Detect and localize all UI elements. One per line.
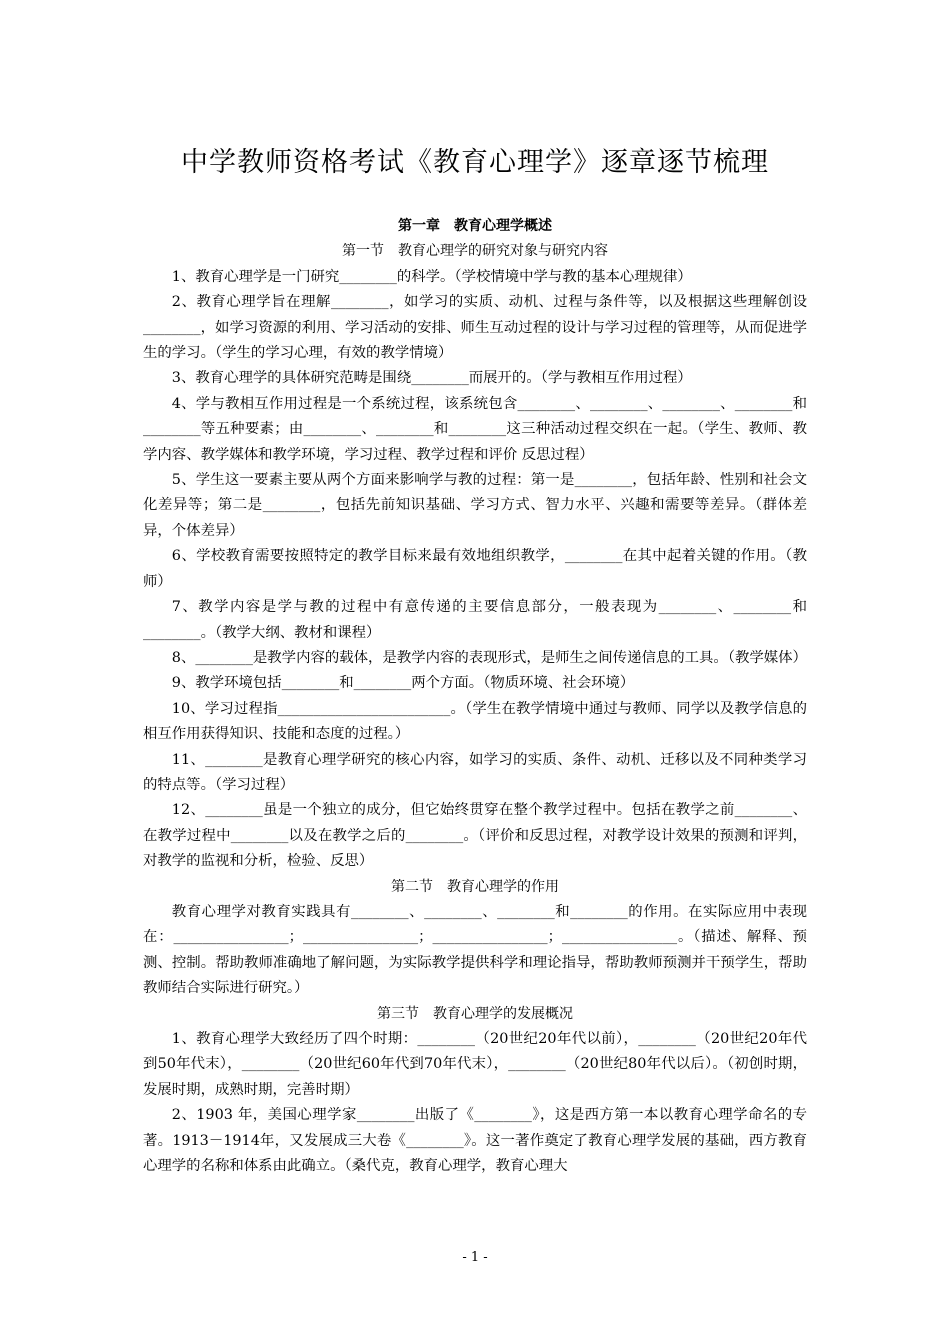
question-paragraph: 7、教学内容是学与教的过程中有意传递的主要信息部分，一般表现为________、________和________。（教学大纲、教材和课程） xyxy=(143,599,807,641)
question-paragraph: 3、教育心理学的具体研究范畴是围绕________而展开的。（学与教相互作用过程） xyxy=(171,370,692,387)
question-paragraph: 教育心理学对教育实践具有________、________、________和________的作用。在实际应用中表现在：________________；________________；________________；________________。（描述、解释、预测、控制。帮助教师准确地了解问题，为实际教学提供科学和理论指导，帮助教师预测并干预学生，帮助教师结合实际进行研究。） xyxy=(143,903,807,997)
question-paragraph: 5、学生这一要素主要从两个方面来影响学与教的过程：第一是________，包括年龄、性别和社会文化差异等；第二是________，包括先前知识基础、学习方式、智力水平、兴趣和需要等差异。（群体差异，个体差异） xyxy=(143,472,807,539)
question-paragraph: 2、教育心理学旨在理解________，如学习的实质、动机、过程与条件等，以及根据这些理解创设________，如学习资源的利用、学习活动的安排、师生互动过程的设计与学习过程的管理等，从而促进学生的学习。（学生的学习心理，有效的教学情境） xyxy=(143,294,807,362)
document-title: 中学教师资格考试《教育心理学》逐章逐节梳理 xyxy=(181,147,769,178)
question-paragraph: 9、教学环境包括________和________两个方面。（物质环境、社会环境） xyxy=(171,675,635,692)
section-heading: 第三节 教育心理学的发展概况 xyxy=(377,1005,573,1022)
chapter-heading: 第一章 教育心理学概述 xyxy=(398,218,552,234)
page-number: - 1 - xyxy=(462,1250,488,1265)
question-paragraph: 12、________虽是一个独立的成分，但它始终贯穿在整个教学过程中。包括在教学之前________、在教学过程中________以及在教学之后的________。（评价和反思过程，对教学设计效果的预测和评判，对教学的监视和分析，检验、反思） xyxy=(143,802,807,870)
question-paragraph: 1、教育心理学是一门研究________的科学。（学校情境中学与教的基本心理规律） xyxy=(171,268,692,285)
section-heading: 第二节 教育心理学的作用 xyxy=(391,878,559,895)
document-body xyxy=(143,214,807,1179)
question-paragraph: 4、学与教相互作用过程是一个系统过程，该系统包含________、________、________、________和________等五种要素；由________、________和________这三种活动过程交织在一起。（学生、教师、教学内容、教学媒体和教学环境，学习过程、教学过程和评价 反思过程） xyxy=(143,395,807,463)
question-paragraph: 8、________是教学内容的载体，是教学内容的表现形式，是师生之间传递信息的工具。（教学媒体） xyxy=(171,649,807,666)
question-paragraph: 6、学校教育需要按照特定的教学目标来最有效地组织教学，________在其中起着关键的作用。（教师） xyxy=(143,548,807,590)
question-paragraph: 2、1903 年，美国心理学家________出版了《________》，这是西方第一本以教育心理学命名的专著。1913－1914年，又发展成三大卷《________》。这一著作奠定了教育心理学发展的基础，西方教育心理学的名称和体系由此确立。（桑代克，教育心理学，教育心理大 xyxy=(143,1107,807,1175)
question-paragraph: 1、教育心理学大致经历了四个时期：________（20世纪20年代以前），________（20世纪20年代到50年代末），________（20世纪60年代到70年代末），________（20世纪80年代以后）。（初创时期，发展时期，成熟时期，完善时期） xyxy=(143,1031,807,1098)
question-paragraph: 11、________是教育心理学研究的核心内容，如学习的实质、条件、动机、迁移以及不同种类学习的特点等。（学习过程） xyxy=(143,751,807,793)
question-paragraph: 10、学习过程指________________________。（学生在教学情境中通过与教师、同学以及教学信息的相互作用获得知识、技能和态度的过程。） xyxy=(143,700,807,743)
section-heading: 第一节 教育心理学的研究对象与研究内容 xyxy=(342,243,608,260)
